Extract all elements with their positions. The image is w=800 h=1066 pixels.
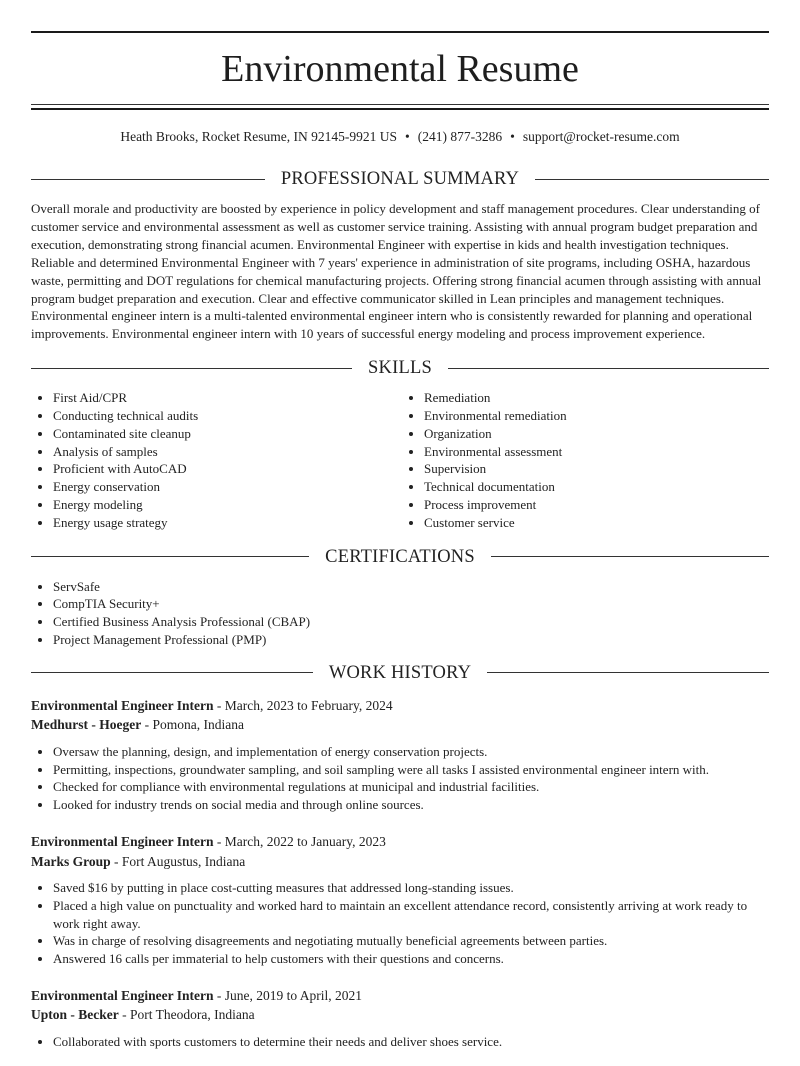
skill-item: • Contaminated site cleanup xyxy=(53,425,398,443)
skill-item: • Remediation xyxy=(424,389,769,407)
job-bullet: • Answered 16 calls per immaterial to help customers with their questions and concerns. xyxy=(53,950,769,968)
skill-item: • Analysis of samples xyxy=(53,443,398,461)
section-title: PROFESSIONAL SUMMARY xyxy=(280,169,520,189)
section-title: CERTIFICATIONS xyxy=(325,546,475,567)
certifications-list xyxy=(31,578,769,649)
job-entry xyxy=(31,696,769,814)
job-title-line xyxy=(31,986,769,1006)
contact-line xyxy=(31,128,769,146)
skill-item: • First Aid/CPR xyxy=(53,389,398,407)
skill-item: • Conducting technical audits xyxy=(53,407,398,425)
skill-item: • Technical documentation xyxy=(424,478,769,496)
job-location: - Fort Augustus, Indiana xyxy=(110,853,246,869)
skill-item: • Energy conservation xyxy=(53,478,398,496)
skill-item: • Process improvement xyxy=(424,496,769,514)
skill-item: • Organization xyxy=(424,425,769,443)
skill-item: • Environmental remediation xyxy=(424,407,769,425)
job-title-line xyxy=(31,696,769,716)
job-dates: - March, 2022 to January, 2023 xyxy=(213,834,386,849)
skill-item: • Energy modeling xyxy=(53,496,398,514)
top-rule xyxy=(31,31,769,33)
skills-right-column xyxy=(398,389,769,531)
company-name: Medhurst - Hoeger xyxy=(31,717,142,733)
job-bullet: • Oversaw the planning, design, and implementation of energy conservation projects. xyxy=(53,743,769,761)
double-rule xyxy=(31,104,769,110)
skill-item: • Customer service xyxy=(424,514,769,532)
summary-text: Overall morale and productivity are boosted by experience in policy development and staff management procedures. Clear understanding of customer service and environmental assessment as well as customer service training. Assisting with annual program budget preparation and execution, demonstrating strong financial acumen. Environmental Engineer with expertise in kids and health investigation techniques. Reliable and determined Environmental Engineer with 7 years' experience in administration of site programs, including OSHA, hazardous waste, permitting and DOT regulations for chemical manufacturing projects. Offering strong financial acumen through assisting with annual program budget preparation and execution. Clear and effective communicator skilled in Lean principles and management techniques. Environmental engineer intern is a multi-talented environmental engineer intern who is consistently rewarded for planning and operational improvements. Environmental engineer intern with 10 years of successful energy modeling and process improvement experience. xyxy=(31,201,762,342)
job-dates: - June, 2019 to April, 2021 xyxy=(213,987,363,1003)
job-location: - Port Theodora, Indiana xyxy=(118,1007,255,1023)
job-bullet: • Was in charge of resolving disagreements and negotiating mutually beneficial agreements between parties. xyxy=(53,932,769,950)
section-heading-summary xyxy=(31,168,769,190)
skill-item: • Supervision xyxy=(424,460,769,478)
certification-item: • Project Management Professional (PMP) xyxy=(53,631,769,649)
section-heading-work-history xyxy=(31,662,769,684)
resume-page xyxy=(0,31,800,1051)
skill-item: • Environmental assessment xyxy=(424,443,769,461)
job-company-line xyxy=(31,852,769,872)
job-company-line xyxy=(31,1005,769,1025)
job-bullet: • Collaborated with sports customers to determine their needs and deliver shoes service. xyxy=(53,1033,769,1051)
section-heading-certifications xyxy=(31,546,769,568)
section-title: SKILLS xyxy=(368,358,432,379)
certification-item: • CompTIA Security+ xyxy=(53,595,769,613)
skills-list xyxy=(31,389,769,531)
company-name: Upton - Becker xyxy=(31,1007,119,1023)
job-title-line xyxy=(31,832,769,852)
job-bullet: • Saved $16 by putting in place cost-cutting measures that addressed long-standing issues. xyxy=(53,879,769,897)
contact-address: Heath Brooks, Rocket Resume, IN 92145-9921 US xyxy=(120,129,398,144)
job-bullet: • Checked for compliance with environmental regulations at municipal and industrial facilities. xyxy=(53,778,769,796)
job-title: Environmental Engineer Intern xyxy=(31,697,214,713)
contact-phone: (241) 877-3286 xyxy=(417,129,503,144)
job-bullet: • Looked for industry trends on social media and through online sources. xyxy=(53,796,769,814)
section-heading-skills xyxy=(31,357,769,379)
job-bullets xyxy=(31,743,769,814)
resume-title: Environmental Resume xyxy=(221,48,579,90)
section-title: WORK HISTORY xyxy=(328,662,472,683)
job-entry xyxy=(31,832,769,968)
company-name: Marks Group xyxy=(31,853,111,869)
separator-dot: • xyxy=(405,129,410,144)
job-dates: - March, 2023 to February, 2024 xyxy=(213,697,393,713)
job-title: Environmental Engineer Intern xyxy=(31,834,214,849)
certification-item: • Certified Business Analysis Professional (CBAP) xyxy=(53,613,769,631)
job-title: Environmental Engineer Intern xyxy=(31,987,214,1003)
job-bullets xyxy=(31,1033,769,1051)
job-bullets xyxy=(31,879,769,968)
separator-dot: • xyxy=(510,129,515,144)
job-company-line xyxy=(31,715,769,735)
contact-email: support@rocket-resume.com xyxy=(522,129,680,144)
skill-item: • Energy usage strategy xyxy=(53,514,398,532)
skill-item: • Proficient with AutoCAD xyxy=(53,460,398,478)
job-bullet: • Placed a high value on punctuality and worked hard to maintain an excellent attendance record, consistently arriving at work ready to work right away. xyxy=(53,897,769,933)
certification-item: • ServSafe xyxy=(53,578,769,596)
job-location: - Pomona, Indiana xyxy=(141,717,244,733)
job-entry xyxy=(31,986,769,1051)
skills-left-column xyxy=(31,389,398,531)
job-bullet: • Permitting, inspections, groundwater sampling, and soil sampling were all tasks I assisted environmental engineer intern with. xyxy=(53,761,769,779)
